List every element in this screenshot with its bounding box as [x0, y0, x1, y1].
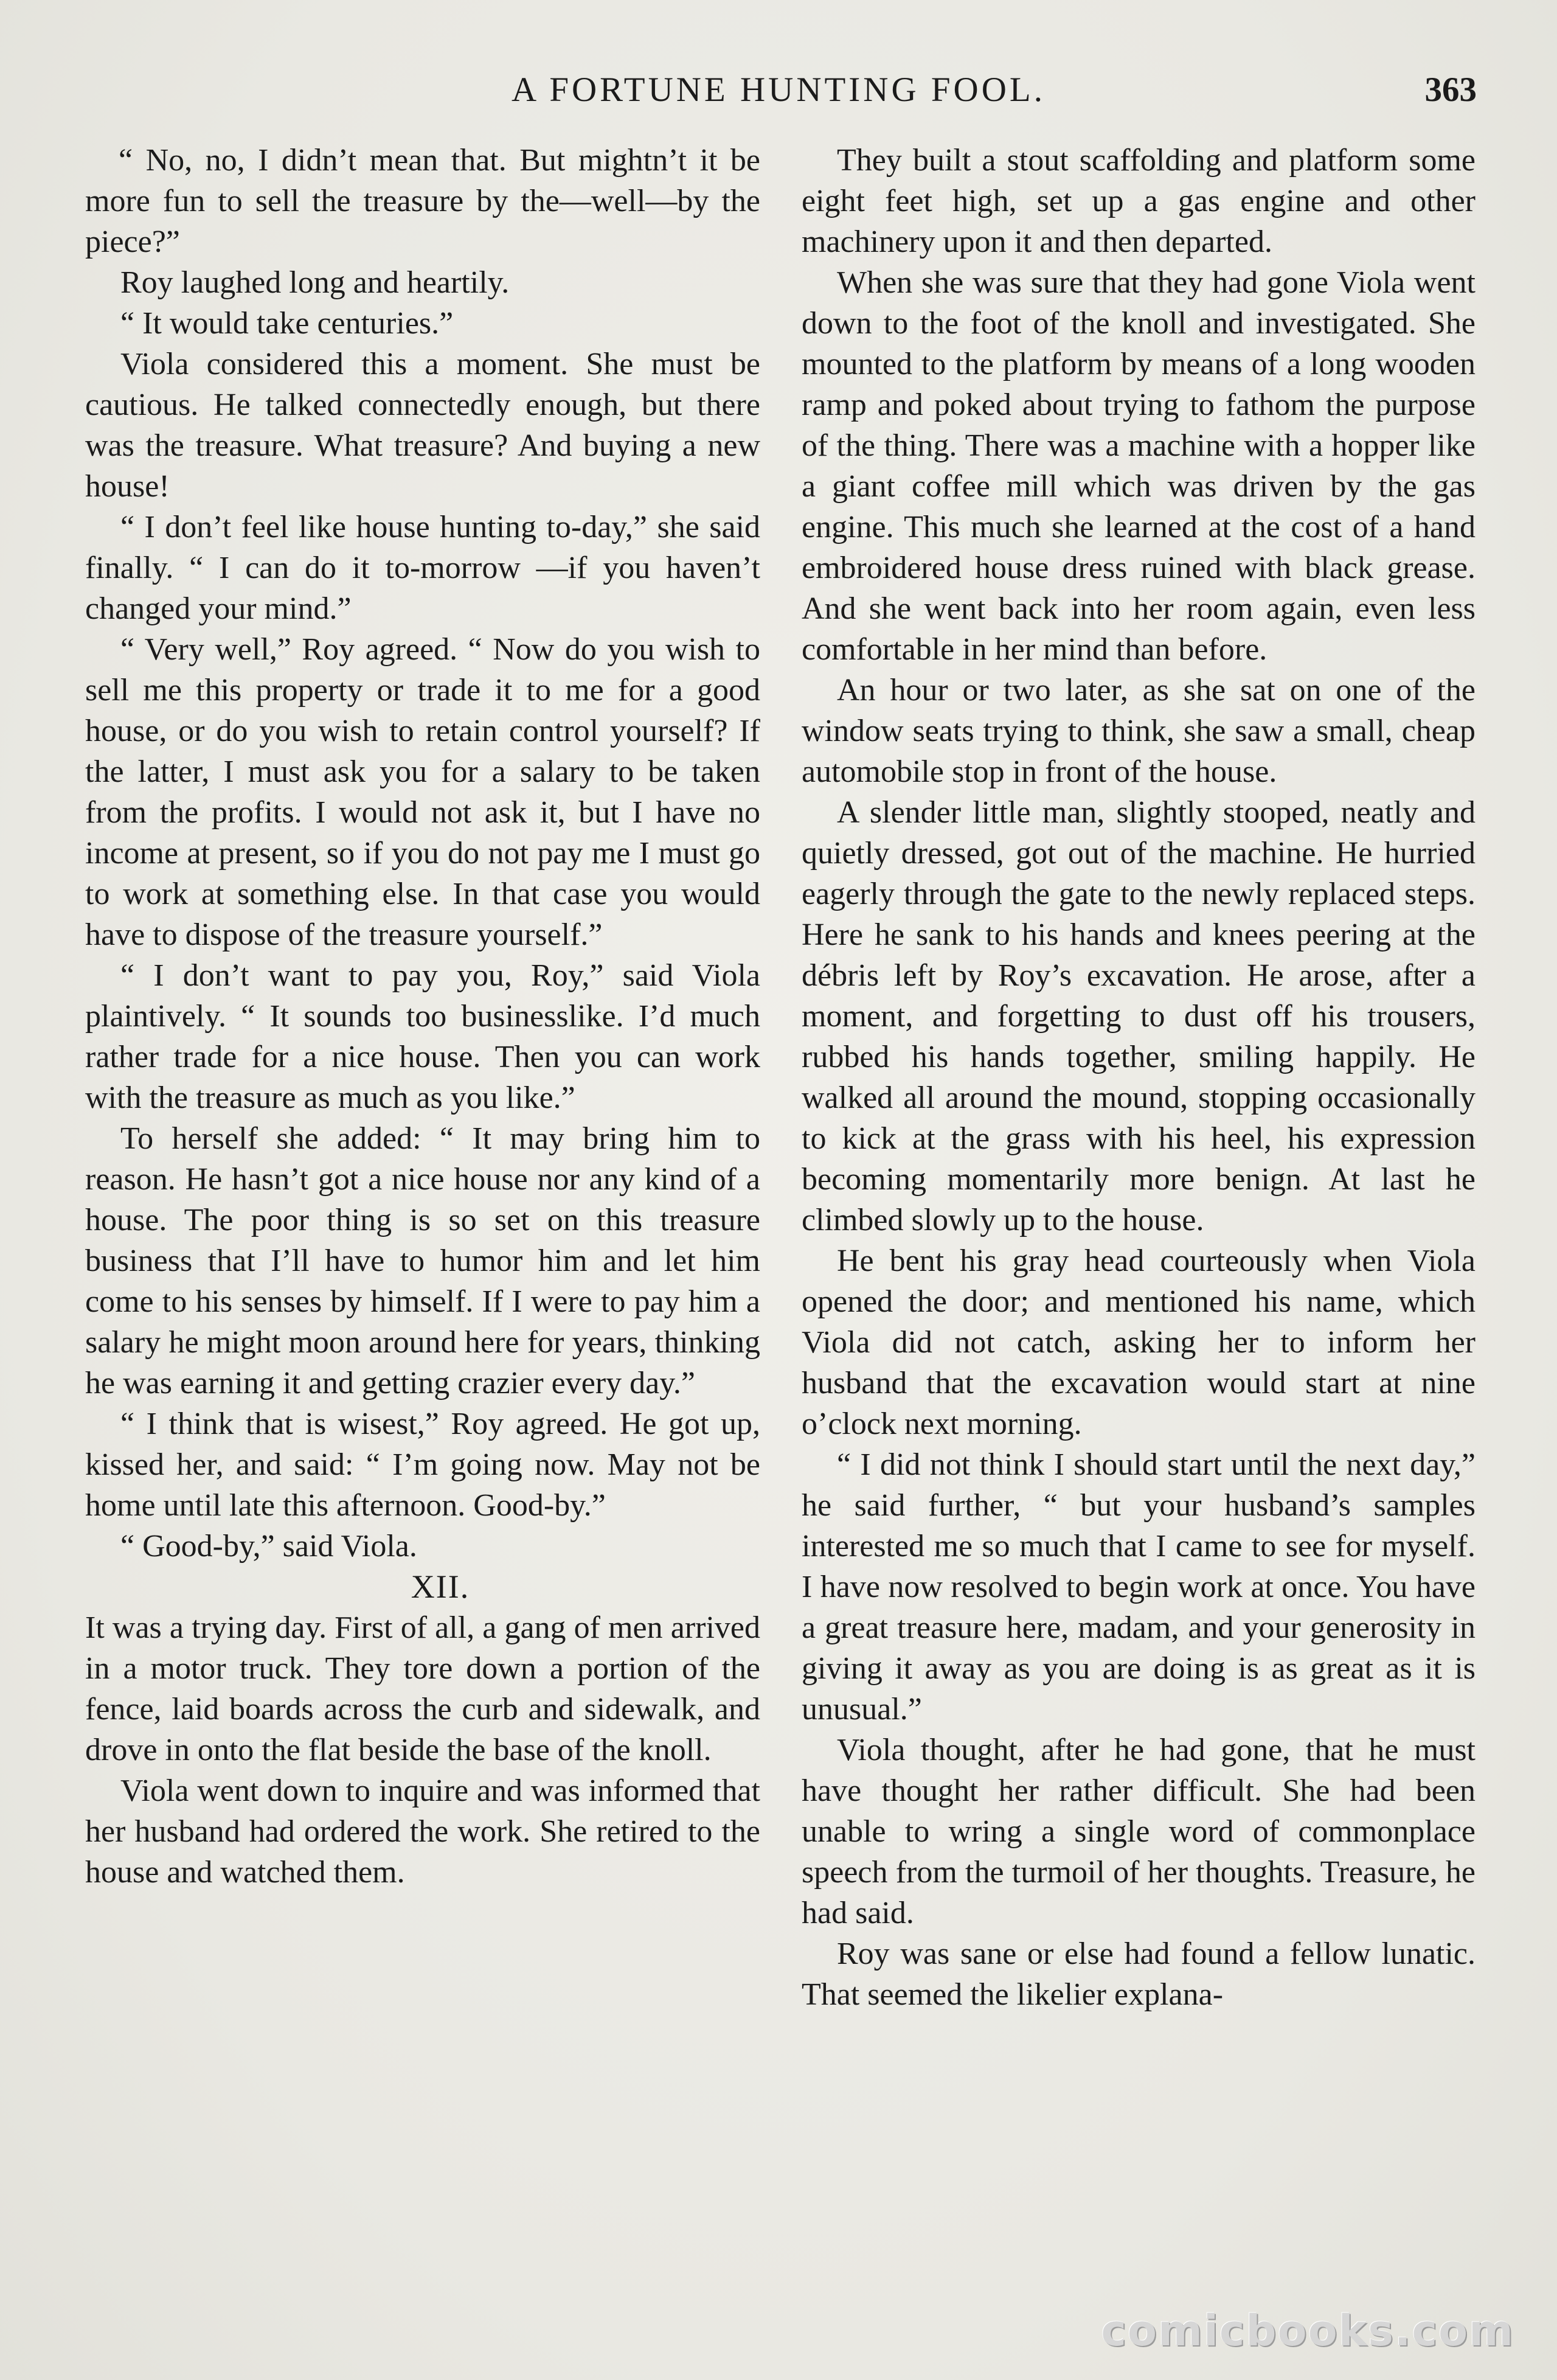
paragraph: “ It would take centuries.”: [120, 306, 454, 341]
right-column: [802, 140, 1476, 2015]
paragraph: “ I don’t want to pay you, Roy,” said Viola plaintively. “ It sounds too businesslike. I’d much rather trade for a nice house. Then you can work with the treasure as much as you like.”: [85, 958, 760, 1115]
paragraph: “ No, no, I didn’t mean that. But mightn’t it be more fun to sell the treasure by the—well—by the piece?”: [85, 143, 760, 259]
running-title: A FORTUNE HUNTING FOOL.: [511, 71, 1046, 109]
paragraph: He bent his gray head courteously when Viola opened the door; and mentioned his name, which Viola did not catch, asking her to inform her husband that the excavation would start at nine o’clock next morning.: [802, 1244, 1476, 1441]
paragraph: “ Very well,” Roy agreed. “ Now do you wish to sell me this property or trade it to me for a good house, or do you wish to retain control yourself? If the latter, I must ask you for a salary to be taken from the profits. I would not ask it, but I have no income at present, so if you do not pay me I must go to work at something else. In that case you would have to dispose of the treasure yourself.”: [85, 632, 760, 952]
paragraph: “ I did not think I should start until the next day,” he said further, “ but your husband’s samples interested me so much that I came to see for myself. I have now resolved to begin work at once. You have a great treasure here, madam, and your generosity in giving it away as you are doing is as great as it is unusual.”: [802, 1447, 1476, 1727]
paragraph: Viola went down to inquire and was informed that her husband had ordered the work. She retired to the house and watched them.: [85, 1773, 760, 1890]
paragraph: Viola considered this a moment. She must be cautious. He talked connectedly enough, but there was the treasure. What treasure? And buying a new house!: [85, 347, 760, 504]
paragraph: Viola thought, after he had gone, that he must have thought her rather difficult. She had been unable to wring a single word of commonplace speech from the turmoil of her thoughts. Treasure, he had said.: [802, 1733, 1476, 1930]
paragraph: They built a stout scaffolding and platform some eight feet high, set up a gas engine and other machinery upon it and then departed.: [802, 143, 1476, 259]
paragraph: “ I don’t feel like house hunting to-day,” she said finally. “ I can do it to-morrow —if you haven’t changed your mind.”: [85, 510, 760, 626]
watermark: comicbooks.com: [1101, 2306, 1514, 2356]
paragraph: An hour or two later, as she sat on one of the window seats trying to think, she saw a small, cheap automobile stop in front of the house.: [802, 673, 1476, 789]
page-header: [0, 66, 1557, 120]
paragraph: “ I think that is wisest,” Roy agreed. He got up, kissed her, and said: “ I’m going now. May not be home until late this afternoon. Good-by.”: [85, 1407, 760, 1523]
paragraph: To herself she added: “ It may bring him to reason. He hasn’t got a nice house nor any kind of a house. The poor thing is so set on this treasure business that I’ll have to humor him and let him come to his senses by himself. If I were to pay him a salary he might moon around here for years, thinking he was earning it and getting crazier every day.”: [85, 1121, 760, 1401]
paragraph: “ Good-by,” said Viola.: [120, 1529, 417, 1564]
page-number: 363: [1424, 71, 1477, 109]
chapter-heading: XII.: [411, 1568, 470, 1605]
paragraph: When she was sure that they had gone Viola went down to the foot of the knoll and investigated. She mounted to the platform by means of a long wooden ramp and poked about trying to fathom the purpose of the thing. There was a machine with a hopper like a giant coffee mill which was driven by the gas engine. This much she learned at the cost of a hand embroidered house dress ruined with black grease. And she went back into her room again, even less comfortable in her mind than before.: [802, 265, 1476, 667]
paragraph: It was a trying day. First of all, a gang of men arrived in a motor truck. They tore down a portion of the fence, laid boards across the curb and sidewalk, and drove in onto the flat beside the base of the knoll.: [85, 1610, 760, 1767]
left-column: [85, 140, 760, 1893]
paragraph: Roy laughed long and heartily.: [120, 265, 510, 300]
paragraph: Roy was sane or else had found a fellow lunatic. That seemed the likelier explana-: [802, 1936, 1476, 2012]
paragraph: A slender little man, slightly stooped, neatly and quietly dressed, got out of the machine. He hurried eagerly through the gate to the newly replaced steps. Here he sank to his hands and knees peering at the débris left by Roy’s excavation. He arose, after a moment, and forgetting to dust off his trousers, rubbed his hands together, smiling happily. He walked all around the mound, stopping occasionally to kick at the grass with his heel, his expression becoming momentarily more benign. At last he climbed slowly up to the house.: [802, 795, 1476, 1237]
